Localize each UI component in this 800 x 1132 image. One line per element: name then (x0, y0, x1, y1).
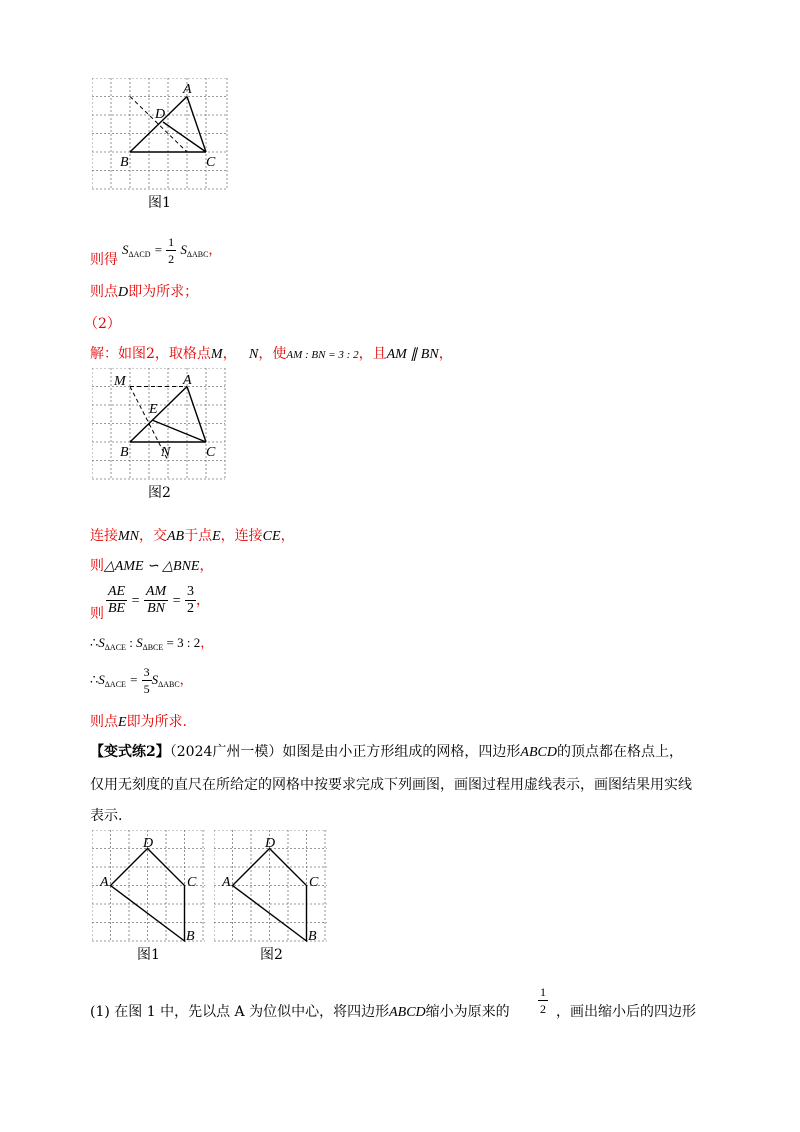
label-a: A (183, 82, 192, 97)
svg-text:C: C (309, 875, 319, 890)
svg-text:B: B (186, 929, 195, 944)
half-fraction: $\frac{1}{2}$ (540, 985, 546, 1016)
svg-text:A: A (222, 875, 231, 890)
label-n: N (161, 445, 171, 460)
segment-cd (163, 122, 206, 152)
segment-ac (187, 97, 206, 153)
line-solution-2: 解：如图2，取格点M， N，使AM : BN = 3 : 2，且AM ∥ BN， (90, 346, 453, 362)
area-ratio-equation: $\therefore S_{\Delta ACE}$ : $S_{\Delta BCE} = 3$ : 2， (90, 635, 214, 652)
variant-line-1: 【变式练2】（2024广州一模）如图是由小正方形组成的网格，四边形ABCD的顶点都在格点上， (90, 744, 683, 760)
svg-text:A: A (100, 875, 109, 890)
variant-figure-2-caption: 图2 (260, 947, 283, 963)
figure-1-caption: 图1 (148, 195, 171, 211)
line-point-d-answer: 则点D即为所求； (90, 284, 199, 300)
area-equation-1: $S_{\Delta ACD}$ = $\frac{1}{2}$ $S_{\Delta ABC}$， (122, 235, 222, 266)
variant-figure-1-grid (92, 830, 206, 944)
variant-figure-1-caption: 图1 (137, 947, 160, 963)
variant-line-3: 表示. (90, 808, 123, 824)
label-b: B (120, 155, 129, 170)
line-point-e-answer: 则点E即为所求. (90, 714, 188, 730)
label-e: E (149, 402, 158, 417)
label-d: D (155, 107, 166, 122)
line-area-equation: 则得 (90, 252, 118, 268)
svg-text:D: D (265, 836, 276, 851)
figure-2-grid (92, 368, 226, 480)
figure-2-caption: 图2 (148, 485, 171, 501)
label-b: B (120, 445, 129, 460)
variant-figure-2-grid (214, 830, 328, 944)
question-1: (1) 在图 1 中，先以点 A 为位似中心，将四边形ABCD缩小为原来的 (90, 1004, 510, 1020)
label-c: C (206, 445, 216, 460)
line-ratio-prefix: 则 (90, 606, 104, 622)
part-2-label: （2） (84, 316, 121, 332)
svg-text:B: B (308, 929, 317, 944)
label-c: C (206, 155, 216, 170)
segment-ab (130, 97, 187, 153)
svg-text:D: D (143, 836, 154, 851)
label-m: M (114, 374, 126, 389)
line-similar-triangles: 则△AME ∽ △BNE， (90, 558, 214, 574)
question-1-suffix: ，画出缩小后的四边形 (556, 1004, 696, 1020)
svg-text:C: C (187, 875, 197, 890)
figure-1-grid (92, 78, 228, 190)
line-connect: 连接MN，交AB于点E，连接CE， (90, 528, 295, 544)
area-fraction-equation: $\therefore S_{\Delta ACE}$ = $\frac{3}{5}$ $S_{\Delta ABC}$， (90, 665, 193, 696)
variant-label: 【变式练2】 (90, 744, 170, 760)
label-a: A (183, 373, 192, 388)
ratio-equation: $\frac{AE}{BE}$ = $\frac{AM}{BN}$ = $\frac{3}{2}$ ， (108, 584, 210, 616)
variant-line-2: 仅用无刻度的直尺在所给定的网格中按要求完成下列画图，画图过程用虚线表示，画图结果用实线 (90, 777, 692, 793)
